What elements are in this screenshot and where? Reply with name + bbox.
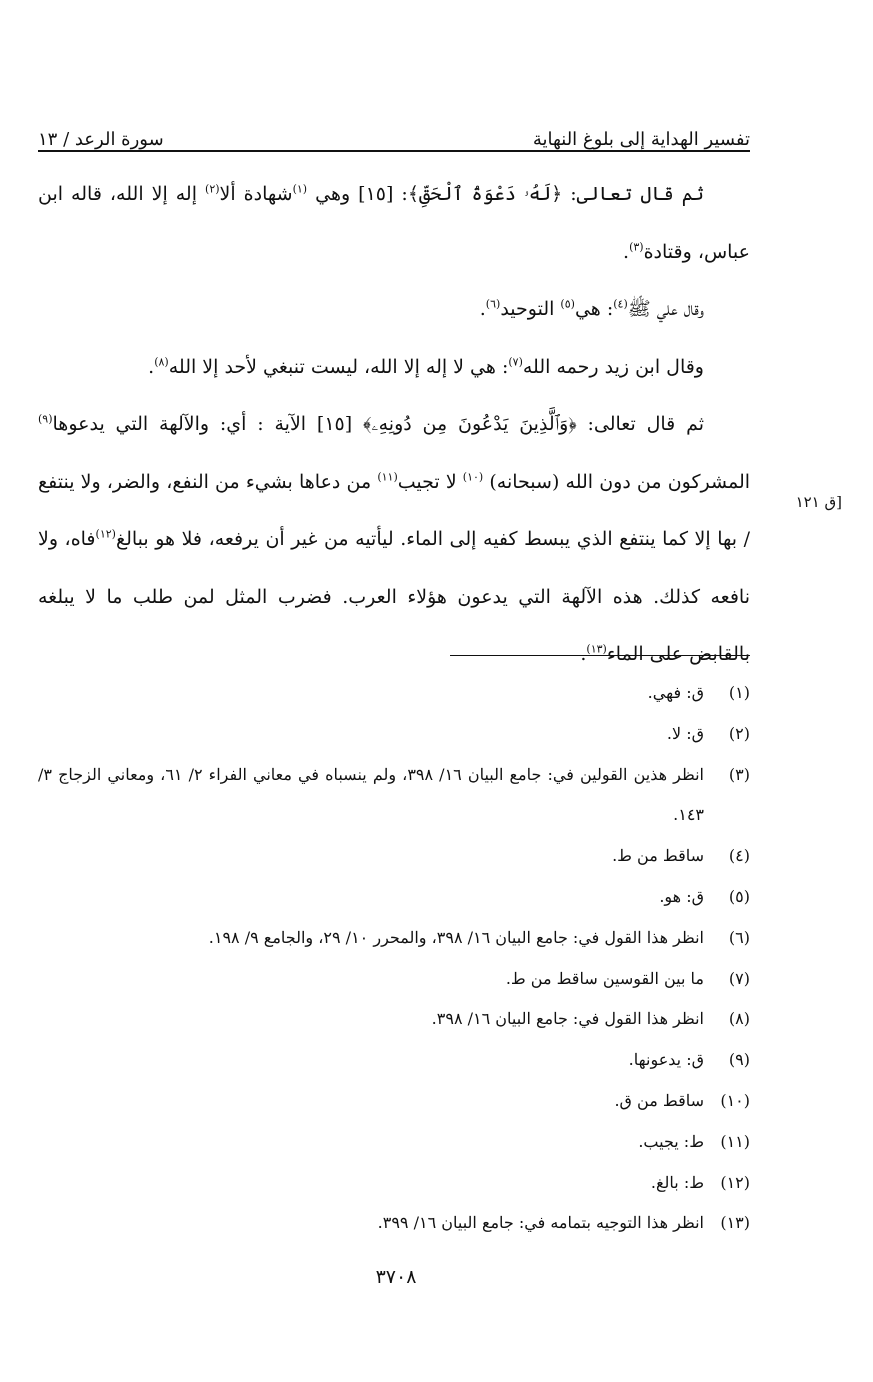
text-run: التوحيد xyxy=(500,298,561,320)
footnote-number: (١١) xyxy=(720,1131,750,1151)
paragraph xyxy=(38,396,750,684)
footnote-text: ق: فهي. xyxy=(647,683,704,702)
text-run: شهادة ألا xyxy=(219,183,293,205)
footnote-marker: (١١) xyxy=(377,470,398,484)
footnote-item xyxy=(38,877,750,918)
footnote-number: (٢) xyxy=(728,723,750,743)
footnote-marker: (٦) xyxy=(485,297,501,311)
text-run: المشركون من دون الله (سبحانه) xyxy=(483,470,751,493)
header-book-title: تفسير الهداية إلى بلوغ النهاية xyxy=(532,129,750,150)
footnote-text: ق: لا. xyxy=(666,723,704,743)
footnote-marker: (١) xyxy=(292,182,308,196)
footnote-marker: (١٣) xyxy=(586,642,607,656)
footnote-number: (٨) xyxy=(728,1009,750,1029)
footnote-item xyxy=(38,1122,750,1163)
footnote-number: (٩) xyxy=(728,1050,750,1070)
footnote-marker: (١٢) xyxy=(95,527,116,541)
footnote-marker: (٣) xyxy=(629,240,644,254)
footnote-text: ق: يدعونها. xyxy=(628,1050,704,1070)
footnote-text: ساقط من ق. xyxy=(614,1090,704,1110)
text-run: لا تجيب xyxy=(397,470,463,493)
paragraph xyxy=(38,339,750,397)
text-run: . xyxy=(623,240,630,263)
footnote-item xyxy=(38,755,750,837)
footnote-number: (٥) xyxy=(728,886,750,906)
footnote-marker: (٥) xyxy=(560,297,575,311)
text-run: : هي xyxy=(574,298,614,320)
page-number: ٣٧٠٨ xyxy=(375,1266,417,1288)
footnote-marker: (٨) xyxy=(154,355,169,369)
footnote-item xyxy=(38,836,750,877)
footnote-item xyxy=(38,1163,750,1204)
footnote-marker: (٢) xyxy=(205,182,220,196)
footnote-item xyxy=(38,918,750,959)
footnote-text: ق: هو. xyxy=(659,886,704,906)
footnote-rule xyxy=(450,655,750,656)
header-rule xyxy=(38,150,750,152)
footnote-number: (٧) xyxy=(728,968,750,988)
main-text xyxy=(38,166,750,684)
footnote-text: ط: بالغ. xyxy=(650,1172,704,1192)
footnote-item xyxy=(38,1040,750,1081)
text-run: وقال علي ﷺ xyxy=(627,298,704,320)
paragraph xyxy=(38,166,750,281)
header-surah-title: سورة الرعد / ١٣ xyxy=(38,129,164,150)
footnote-item xyxy=(38,1081,750,1122)
text-run: : هي لا إله إلا الله، ليست تنبغي لأحد إلا الله xyxy=(168,355,509,378)
text-run: ثم قال تعالى: ﴿وَٱلَّذِينَ يَدْعُونَ مِن دُونِهِۦ﴾ [١٥] الآية : أي: والآلهة التي يدعوها xyxy=(52,413,705,435)
footnote-marker: (١٠) xyxy=(462,470,484,484)
paragraph xyxy=(38,281,750,339)
footnote-item xyxy=(38,959,750,1000)
footnote-number: (١) xyxy=(728,683,750,702)
margin-note: [ق ١٢١ xyxy=(795,493,842,511)
footnote-marker: (٤) xyxy=(613,297,628,311)
footnotes xyxy=(38,673,750,1244)
footnote-marker: (٧) xyxy=(508,355,523,369)
footnote-number: (١٣) xyxy=(720,1213,750,1233)
text-run: فاه، ولا نافعه كذلك. هذه الآلهة التي يدعون هؤلاء العرب. فضرب المثل لمن طلب ما لا يبلغه بالقابض على الماء xyxy=(38,528,750,665)
footnote-item xyxy=(38,1203,750,1244)
footnote-marker: (٩) xyxy=(38,412,53,426)
footnote-item xyxy=(38,999,750,1040)
text-run: . xyxy=(148,355,155,378)
footnote-item xyxy=(38,673,750,714)
footnote-number: (١٢) xyxy=(720,1172,750,1192)
footnote-text: انظر هذا القول في: جامع البيان ١٦/ ٣٩٨. xyxy=(431,1009,704,1029)
text-run: . xyxy=(580,643,587,665)
footnote-number: (١٠) xyxy=(720,1090,750,1110)
footnote-number: (٤) xyxy=(728,846,750,866)
footnote-text: انظر هذين القولين في: جامع البيان ١٦/ ٣٩٨، ولم ينسباه في معاني الفراء ٢/ ٦١، ومعاني الزجاج ٣/ ١٤٣. xyxy=(38,764,704,825)
footnote-item xyxy=(38,714,750,755)
footnote-number: (٦) xyxy=(728,927,750,947)
footnote-text: ساقط من ط. xyxy=(612,846,704,866)
footnote-number: (٣) xyxy=(728,764,750,784)
footnote-text: ط: يجيب. xyxy=(638,1131,704,1151)
text-run: وقال ابن زيد رحمه الله xyxy=(522,355,704,378)
footnote-text: انظر هذا التوجيه بتمامه في: جامع البيان ١٦/ ٣٩٩. xyxy=(377,1213,704,1233)
text-run: ثم قال تعالى: ﴿لَهُۥ دَعْوَةُ ٱلْحَقِّ﴾: [١٥] وهي xyxy=(307,183,705,205)
footnote-text: ما بين القوسين ساقط من ط. xyxy=(505,968,704,988)
running-header xyxy=(38,110,750,150)
text-run: إله إلا الله، قاله ابن عباس، وقتادة xyxy=(38,183,750,263)
text-run: من دعاها بشيء من النفع، والضر، ولا ينتفع / بها إلا كما ينتفع الذي يبسط كفيه إلى الماء. ليأتيه من غير أن يرفعه، فلا هو ببالغ xyxy=(38,470,751,550)
footnote-text: انظر هذا القول في: جامع البيان ١٦/ ٣٩٨، والمحرر ١٠/ ٢٩، والجامع ٩/ ١٩٨. xyxy=(208,927,704,947)
text-run: . xyxy=(479,298,486,320)
